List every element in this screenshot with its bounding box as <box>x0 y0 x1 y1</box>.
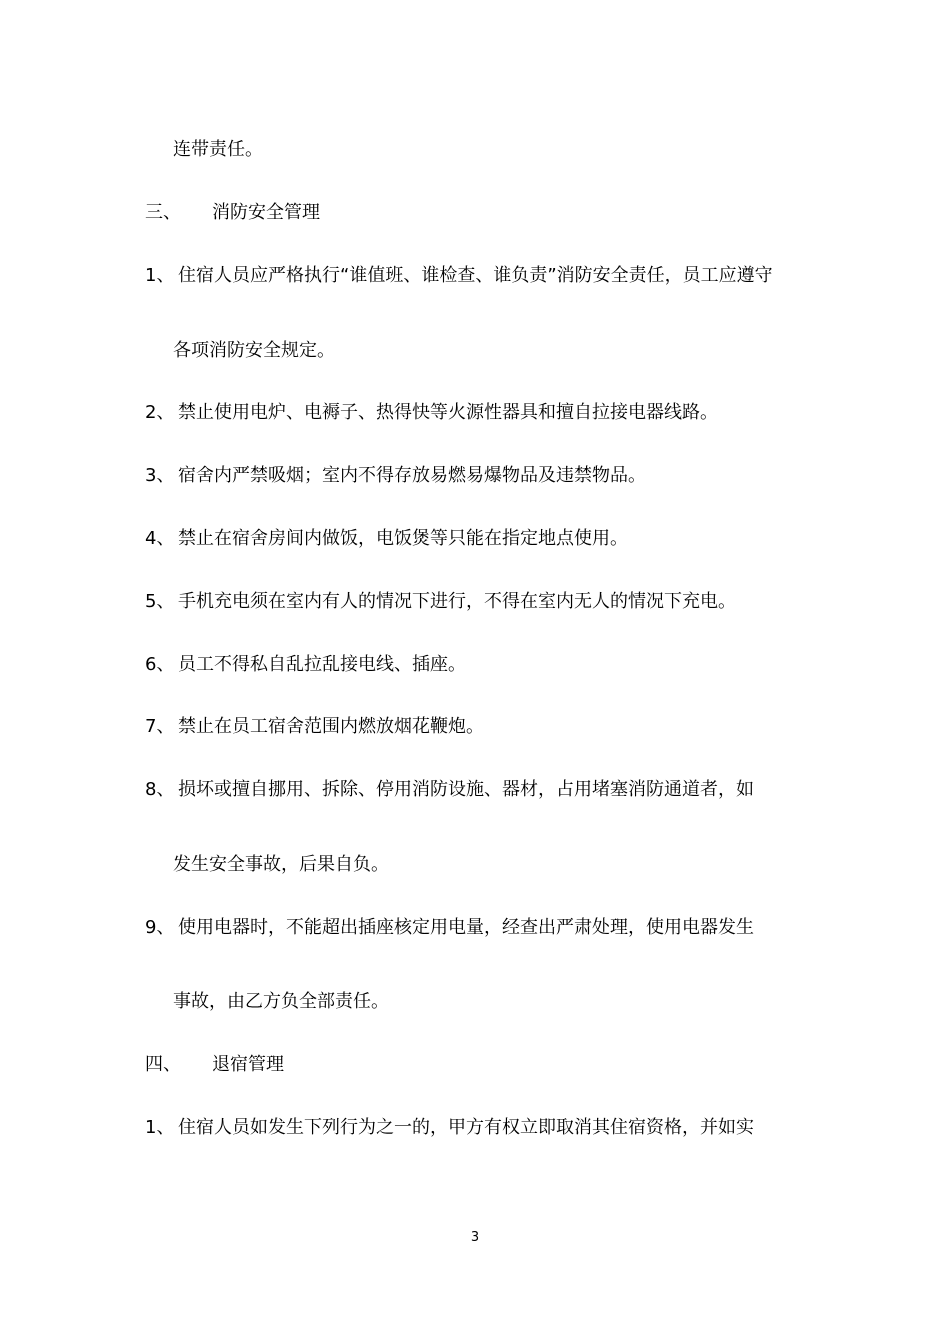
section-3-title: 消防安全管理 <box>212 202 320 223</box>
section-4-title: 退宿管理 <box>212 1054 284 1075</box>
page-number: 3 <box>470 1230 480 1245</box>
section-4-number: 四、 <box>145 1054 181 1075</box>
section-3-number: 三、 <box>145 202 181 223</box>
